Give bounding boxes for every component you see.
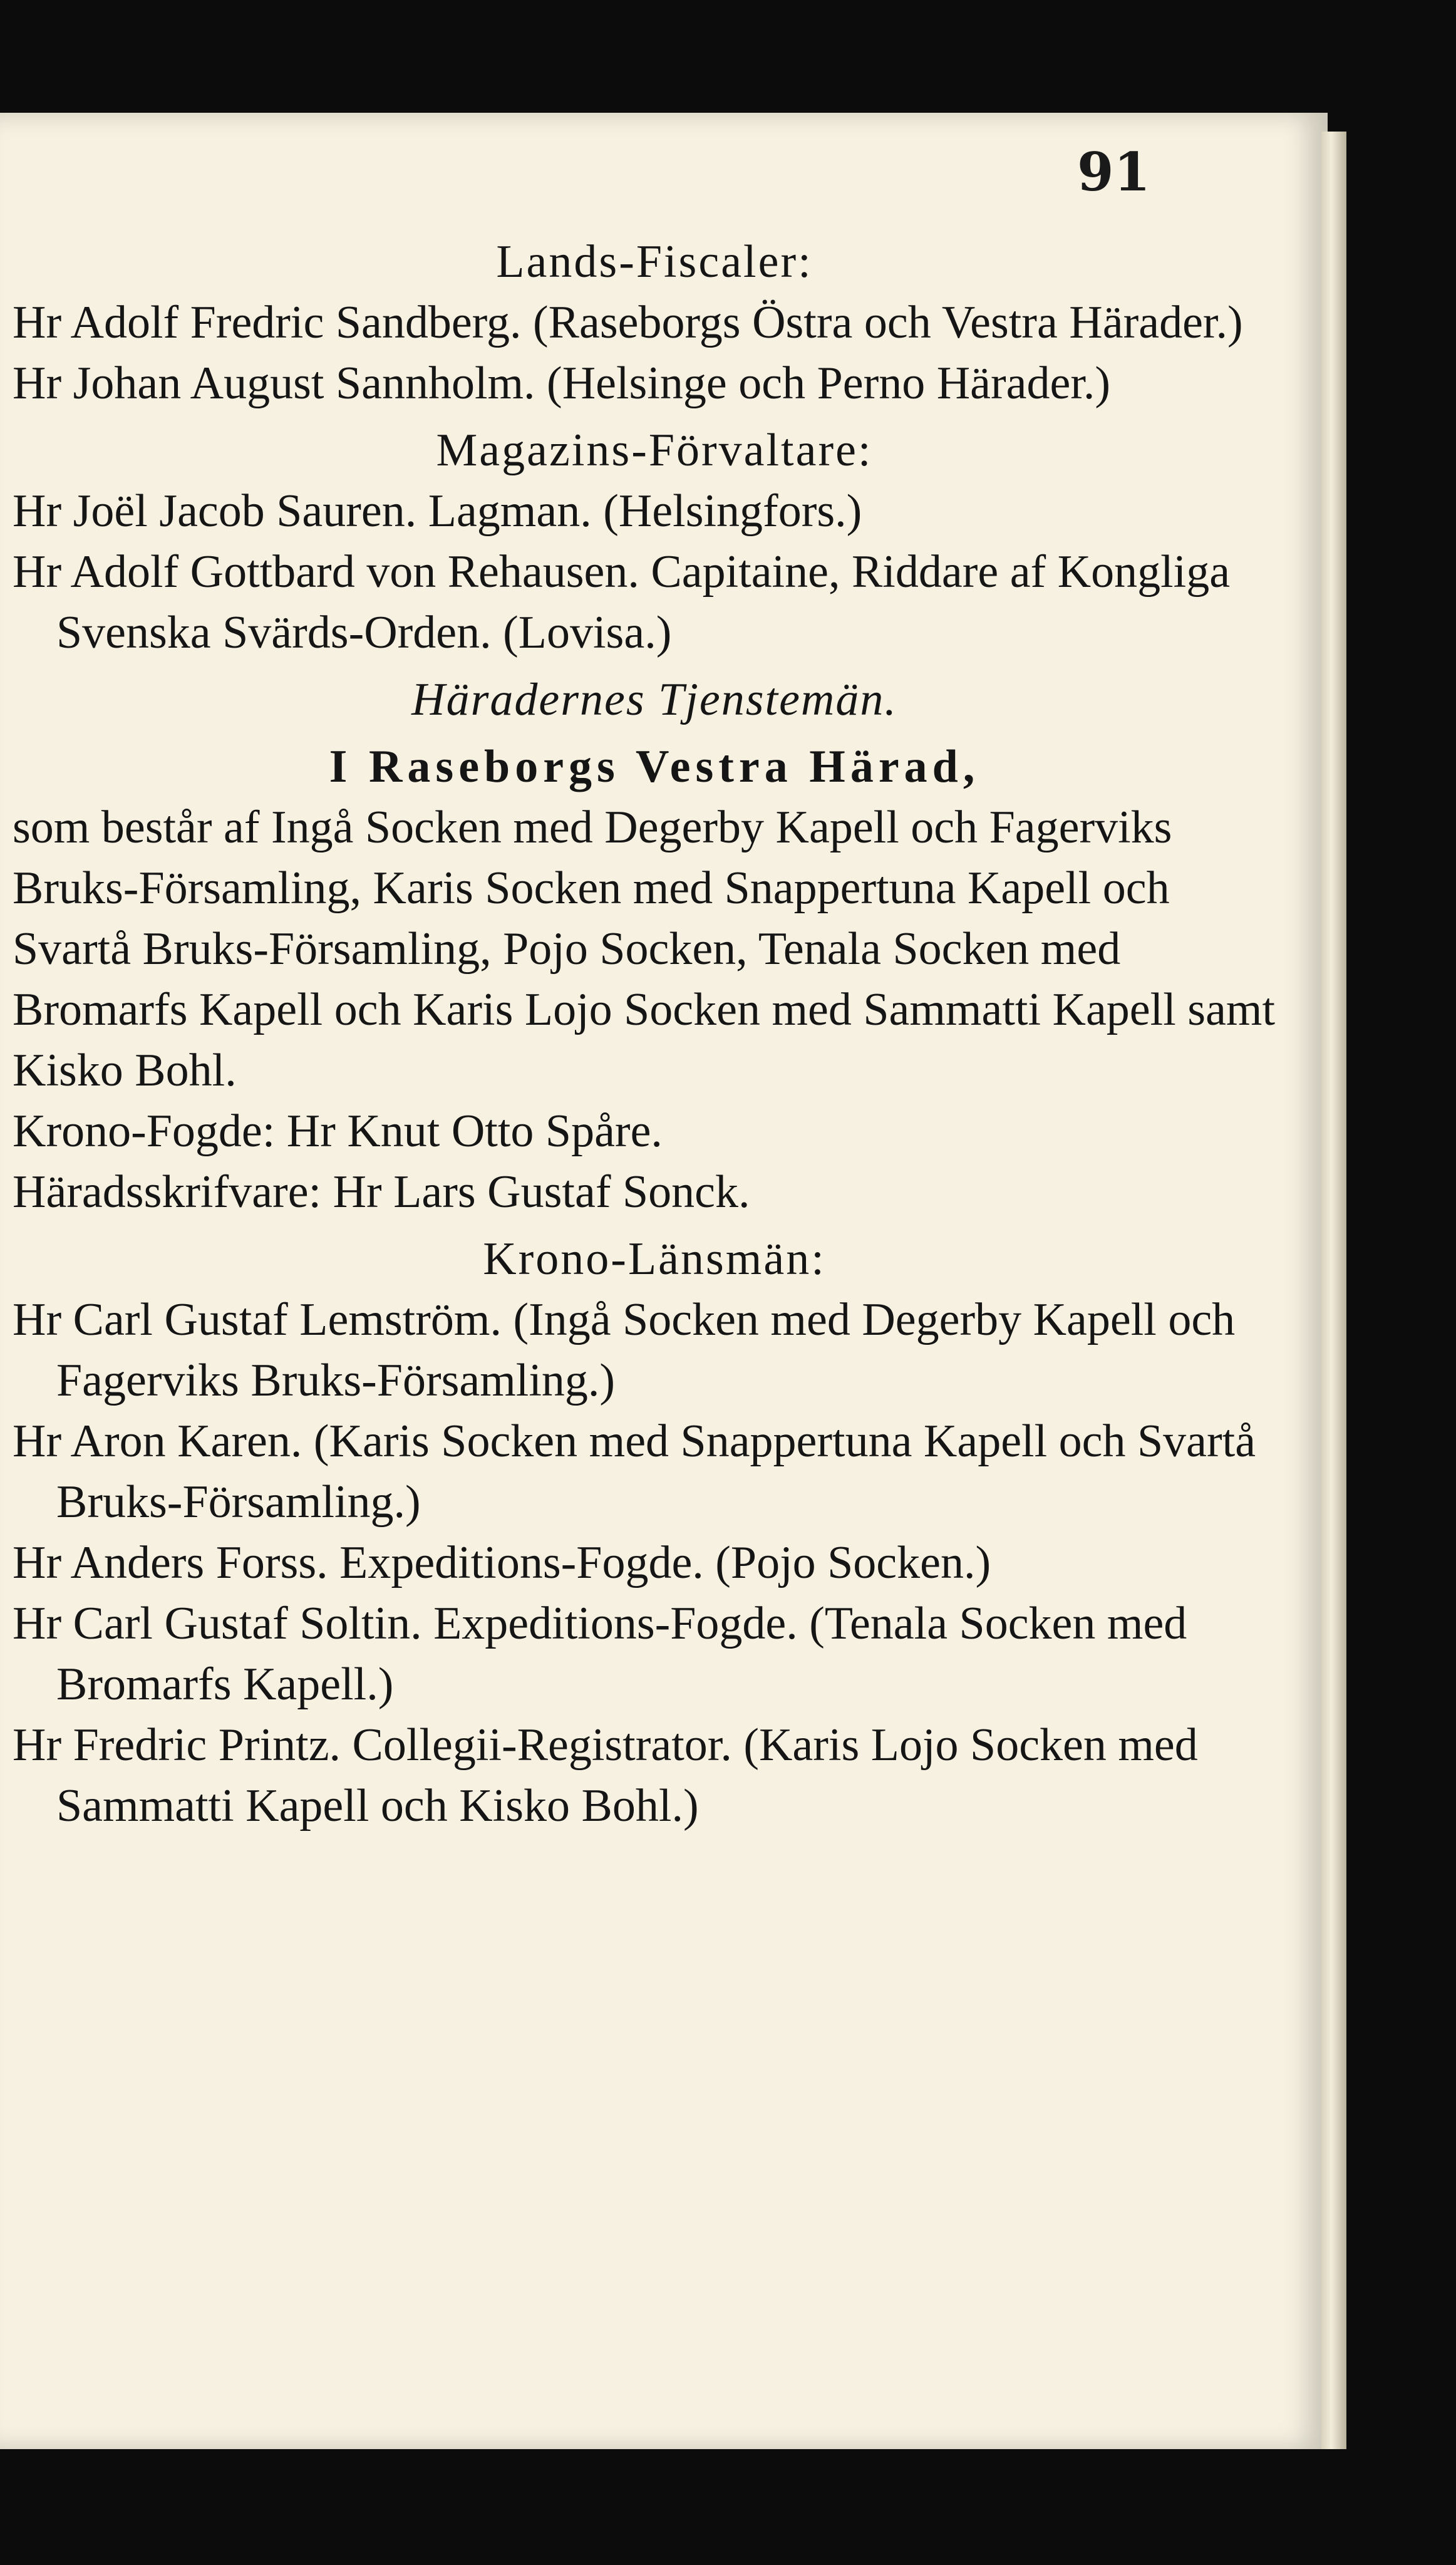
entry-karen: Hr Aron Karen. (Karis Socken med Snappertuna Kapell och Svartå Bruks-Församling.) — [13, 1416, 1256, 1528]
section-heading-magazins: Magazins-Förvaltare: — [436, 425, 873, 476]
district-heading: I Raseborgs Vestra Härad, — [329, 741, 980, 792]
entry-soltin: Hr Carl Gustaf Soltin. Expeditions-Fogde. (Tenala Socken med Bromarfs Kapell.) — [13, 1598, 1187, 1710]
haradsskrifvare: Häradsskrifvare: Hr Lars Gustaf Sonck. — [13, 1166, 750, 1218]
district-description: som består af Ingå Socken med Degerby Kapell och Fagerviks Bruks-Församling, Karis Socken med Snappertuna Kapell och Svartå Bruks-Församling, Pojo Socken, Tenala Socken med Bromarfs Kapell och Karis Lojo Socken med Sammatti Kapell samt Kisko Bohl. — [13, 802, 1276, 1096]
entry-rehausen: Hr Adolf Gottbard von Rehausen. Capitaine, Riddare af Kongliga Svenska Svärds-Orden. (Lovisa.) — [13, 546, 1231, 658]
entry-sauren: Hr Joël Jacob Sauren. Lagman. (Helsingfors.) — [13, 485, 862, 537]
page-text — [13, 232, 1296, 1837]
section-heading-lansman: Krono-Länsmän: — [483, 1233, 826, 1285]
krono-fogde: Krono-Fogde: Hr Knut Otto Spåre. — [13, 1106, 663, 1157]
entry-printz: Hr Fredric Printz. Collegii-Registrator. (Karis Lojo Socken med Sammatti Kapell och Kisko Bohl.) — [13, 1719, 1198, 1832]
page-number: 91 — [1077, 141, 1150, 203]
entry-sannholm: Hr Johan August Sannholm. (Helsinge och Perno Härader.) — [13, 358, 1111, 409]
entry-lemstrom: Hr Carl Gustaf Lemström. (Ingå Socken med Degerby Kapell och Fagerviks Bruks-Församling.) — [13, 1294, 1236, 1406]
subtitle: Häradernes Tjenstemän. — [411, 674, 897, 725]
entry-sandberg: Hr Adolf Fredric Sandberg. (Raseborgs Östra och Vestra Härader.) — [13, 297, 1243, 348]
section-heading-lands-fiscaler: Lands-Fiscaler: — [496, 236, 813, 288]
entry-forss: Hr Anders Forss. Expeditions-Fogde. (Pojo Socken.) — [13, 1537, 991, 1588]
page-edge — [1321, 132, 1346, 2449]
